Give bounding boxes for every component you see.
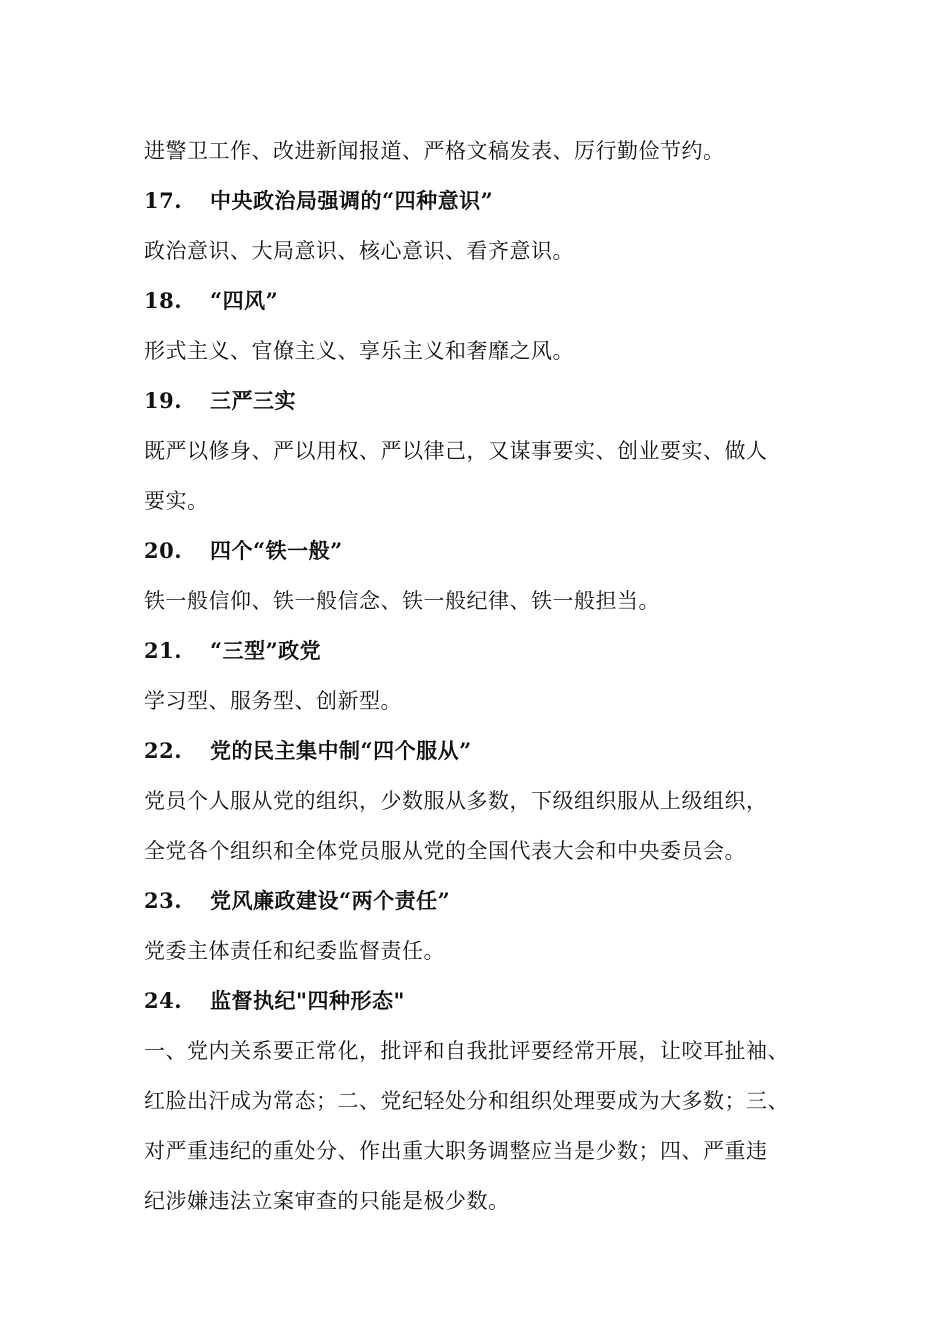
section-heading-19 — [144, 376, 844, 426]
section-number: 24. — [144, 988, 183, 1013]
section-number: 21. — [144, 638, 183, 663]
section-number: 22. — [144, 738, 183, 763]
section-heading-23 — [144, 876, 844, 926]
body-text-line: 既严以修身、严以用权、严以律己，又谋事要实、创业要实、做人 — [144, 439, 768, 463]
section-number: 19. — [144, 388, 183, 413]
section-title: “三型”政党 — [210, 638, 322, 663]
section-number: 23. — [144, 888, 183, 913]
section-heading-20 — [144, 526, 844, 576]
section-heading-22 — [144, 726, 844, 776]
section-title: 四个“铁一般” — [210, 538, 343, 563]
body-text-line: 要实。 — [144, 489, 209, 513]
body-text-line: 学习型、服务型、创新型。 — [144, 689, 402, 713]
section-heading-21 — [144, 626, 844, 676]
body-text-line: 进警卫工作、改进新闻报道、严格文稿发表、厉行勤俭节约。 — [144, 139, 725, 163]
section-title: 监督执纪"四种形态" — [210, 988, 405, 1013]
body-text-line: 红脸出汗成为常态；二、党纪轻处分和组织处理要成为大多数；三、 — [144, 1089, 789, 1113]
section-title: 党的民主集中制“四个服从” — [210, 738, 472, 763]
section-title: 中央政治局强调的“四种意识” — [210, 188, 494, 213]
section-heading-24 — [144, 976, 844, 1026]
section-number: 20. — [144, 538, 183, 563]
body-text-line: 全党各个组织和全体党员服从党的全国代表大会和中央委员会。 — [144, 839, 746, 863]
section-number: 17. — [144, 188, 183, 213]
section-title: “四风” — [210, 288, 279, 313]
section-heading-18 — [144, 276, 844, 326]
body-text-line: 对严重违纪的重处分、作出重大职务调整应当是少数；四、严重违 — [144, 1139, 768, 1163]
document-page — [144, 126, 844, 1226]
body-text-line: 一、党内关系要正常化，批评和自我批评要经常开展，让咬耳扯袖、 — [144, 1039, 789, 1063]
section-number: 18. — [144, 288, 183, 313]
body-text-line: 政治意识、大局意识、核心意识、看齐意识。 — [144, 239, 574, 263]
body-text-line: 党员个人服从党的组织，少数服从多数，下级组织服从上级组织， — [144, 789, 768, 813]
section-heading-17 — [144, 176, 844, 226]
body-text-line: 党委主体责任和纪委监督责任。 — [144, 939, 445, 963]
section-title: 三严三实 — [210, 388, 296, 413]
body-text-line: 铁一般信仰、铁一般信念、铁一般纪律、铁一般担当。 — [144, 589, 660, 613]
body-text-line: 纪涉嫌违法立案审查的只能是极少数。 — [144, 1189, 510, 1213]
body-text-line: 形式主义、官僚主义、享乐主义和奢靡之风。 — [144, 339, 574, 363]
section-title: 党风廉政建设“两个责任” — [210, 888, 451, 913]
